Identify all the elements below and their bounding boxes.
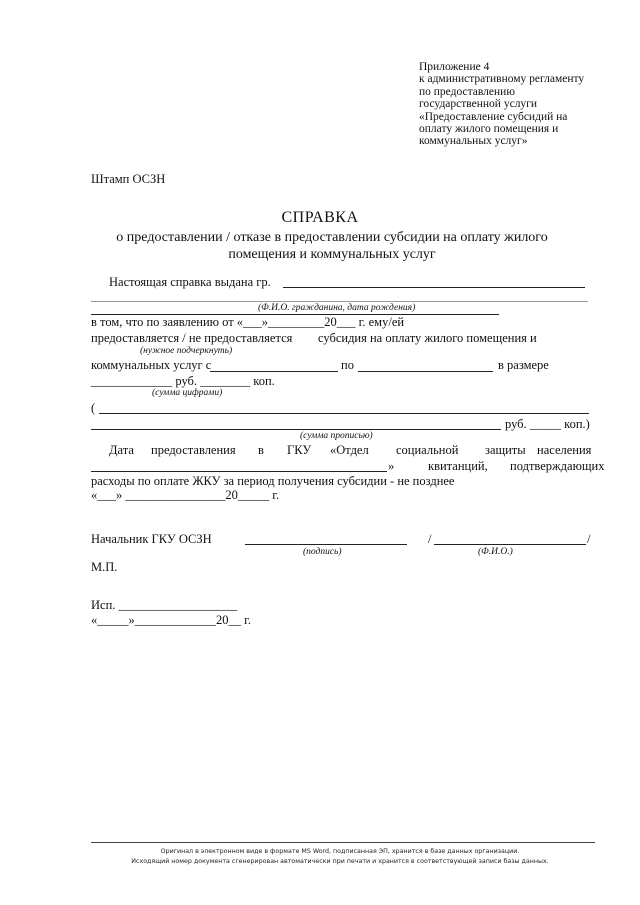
appendix-line: по предоставлению — [419, 85, 515, 98]
document-subtitle — [0, 229, 640, 263]
amount-digits: _____________ руб. ________ коп. — [91, 374, 275, 388]
appendix-line: «Предоставление субсидий на — [419, 110, 568, 123]
slash-right: / — [587, 532, 591, 546]
name-line — [283, 287, 585, 288]
subtitle-line: помещения и коммунальных услуг — [228, 247, 436, 262]
footer-line: Исходящий номер документа сгенерирован автоматически при печати и хранится в соответствующей записи базы данных. — [131, 858, 549, 865]
date-word: защиты — [485, 443, 526, 457]
subsidy-for-label: субсидия на оплату жилого помещения и — [318, 331, 537, 345]
expenses-line: расходы по оплате ЖКУ за период получения субсидии - не позднее — [91, 474, 455, 488]
to-label: по — [341, 358, 354, 372]
receipts-word: подтверждающих — [510, 459, 605, 473]
appendix-line: к административному регламенту — [419, 73, 585, 86]
amount-words-line-2 — [91, 429, 501, 430]
utilities-from-label: коммунальных услуг с — [91, 358, 212, 372]
appendix-line: коммунальных услуг» — [419, 135, 528, 148]
hint-fio: (Ф.И.О. гражданина, дата рождения) — [258, 303, 416, 313]
open-paren: ( — [91, 401, 96, 415]
amount-words-end: руб. _____ коп.) — [505, 417, 590, 431]
signature-line — [245, 544, 407, 545]
in-amount-label: в размере — [498, 358, 549, 372]
deadline-line: «___» ________________20_____ г. — [91, 488, 280, 502]
document-title: СПРАВКА — [281, 209, 359, 226]
head-title: Начальник ГКУ ОСЗН — [91, 532, 212, 546]
appendix-note — [419, 61, 584, 148]
footer-divider — [91, 842, 595, 843]
appendix-line: оплату жилого помещения и — [419, 123, 559, 136]
executor-label: Исп. ___________________ — [91, 598, 238, 612]
period-to-line — [358, 371, 493, 372]
date-word: ГКУ — [287, 443, 312, 457]
hint-fio-signature: (Ф.И.О.) — [478, 547, 513, 557]
executor-date: «_____»_____________20__ г. — [91, 613, 251, 627]
appendix-line: государственной услуги — [419, 98, 538, 111]
date-word: в — [258, 443, 264, 457]
name-line-2 — [91, 301, 588, 302]
amount-words-line — [99, 413, 589, 414]
issued-to-label: Настоящая справка выдана гр. — [109, 275, 271, 289]
receipts-word: квитанций, — [428, 459, 488, 473]
appendix-line: Приложение 4 — [419, 61, 490, 73]
hint-words: (сумма прописью) — [300, 431, 373, 441]
granted-choice: предоставляется / не предоставляется — [91, 331, 293, 345]
date-word: социальной — [396, 443, 459, 457]
date-word: Дата — [109, 443, 134, 457]
application-line: в том, что по заявлению от «___»_________20___ г. ему/ей — [91, 315, 405, 329]
receipts-word: » — [388, 459, 395, 473]
seal-label: М.П. — [91, 560, 118, 574]
slash-left: / — [428, 532, 432, 546]
date-word: населения — [537, 443, 592, 457]
hint-underline: (нужное подчеркнуть) — [140, 346, 233, 356]
period-from-line — [210, 371, 338, 372]
hint-digits: (сумма цифрами) — [152, 388, 223, 398]
subtitle-line: о предоставлении / отказе в предоставлении субсидии на оплату жилого — [116, 230, 548, 245]
date-word: «Отдел — [330, 443, 369, 457]
hint-signature: (подпись) — [303, 547, 342, 557]
fio-line — [434, 544, 586, 545]
footer-line: Оригинал в электронном виде в формате MS Word, подписанная ЭП, хранится в базе данных организации. — [160, 848, 520, 855]
agency-line — [91, 471, 387, 472]
date-word: предоставления — [151, 443, 236, 457]
stamp-label: Штамп ОСЗН — [91, 172, 166, 186]
